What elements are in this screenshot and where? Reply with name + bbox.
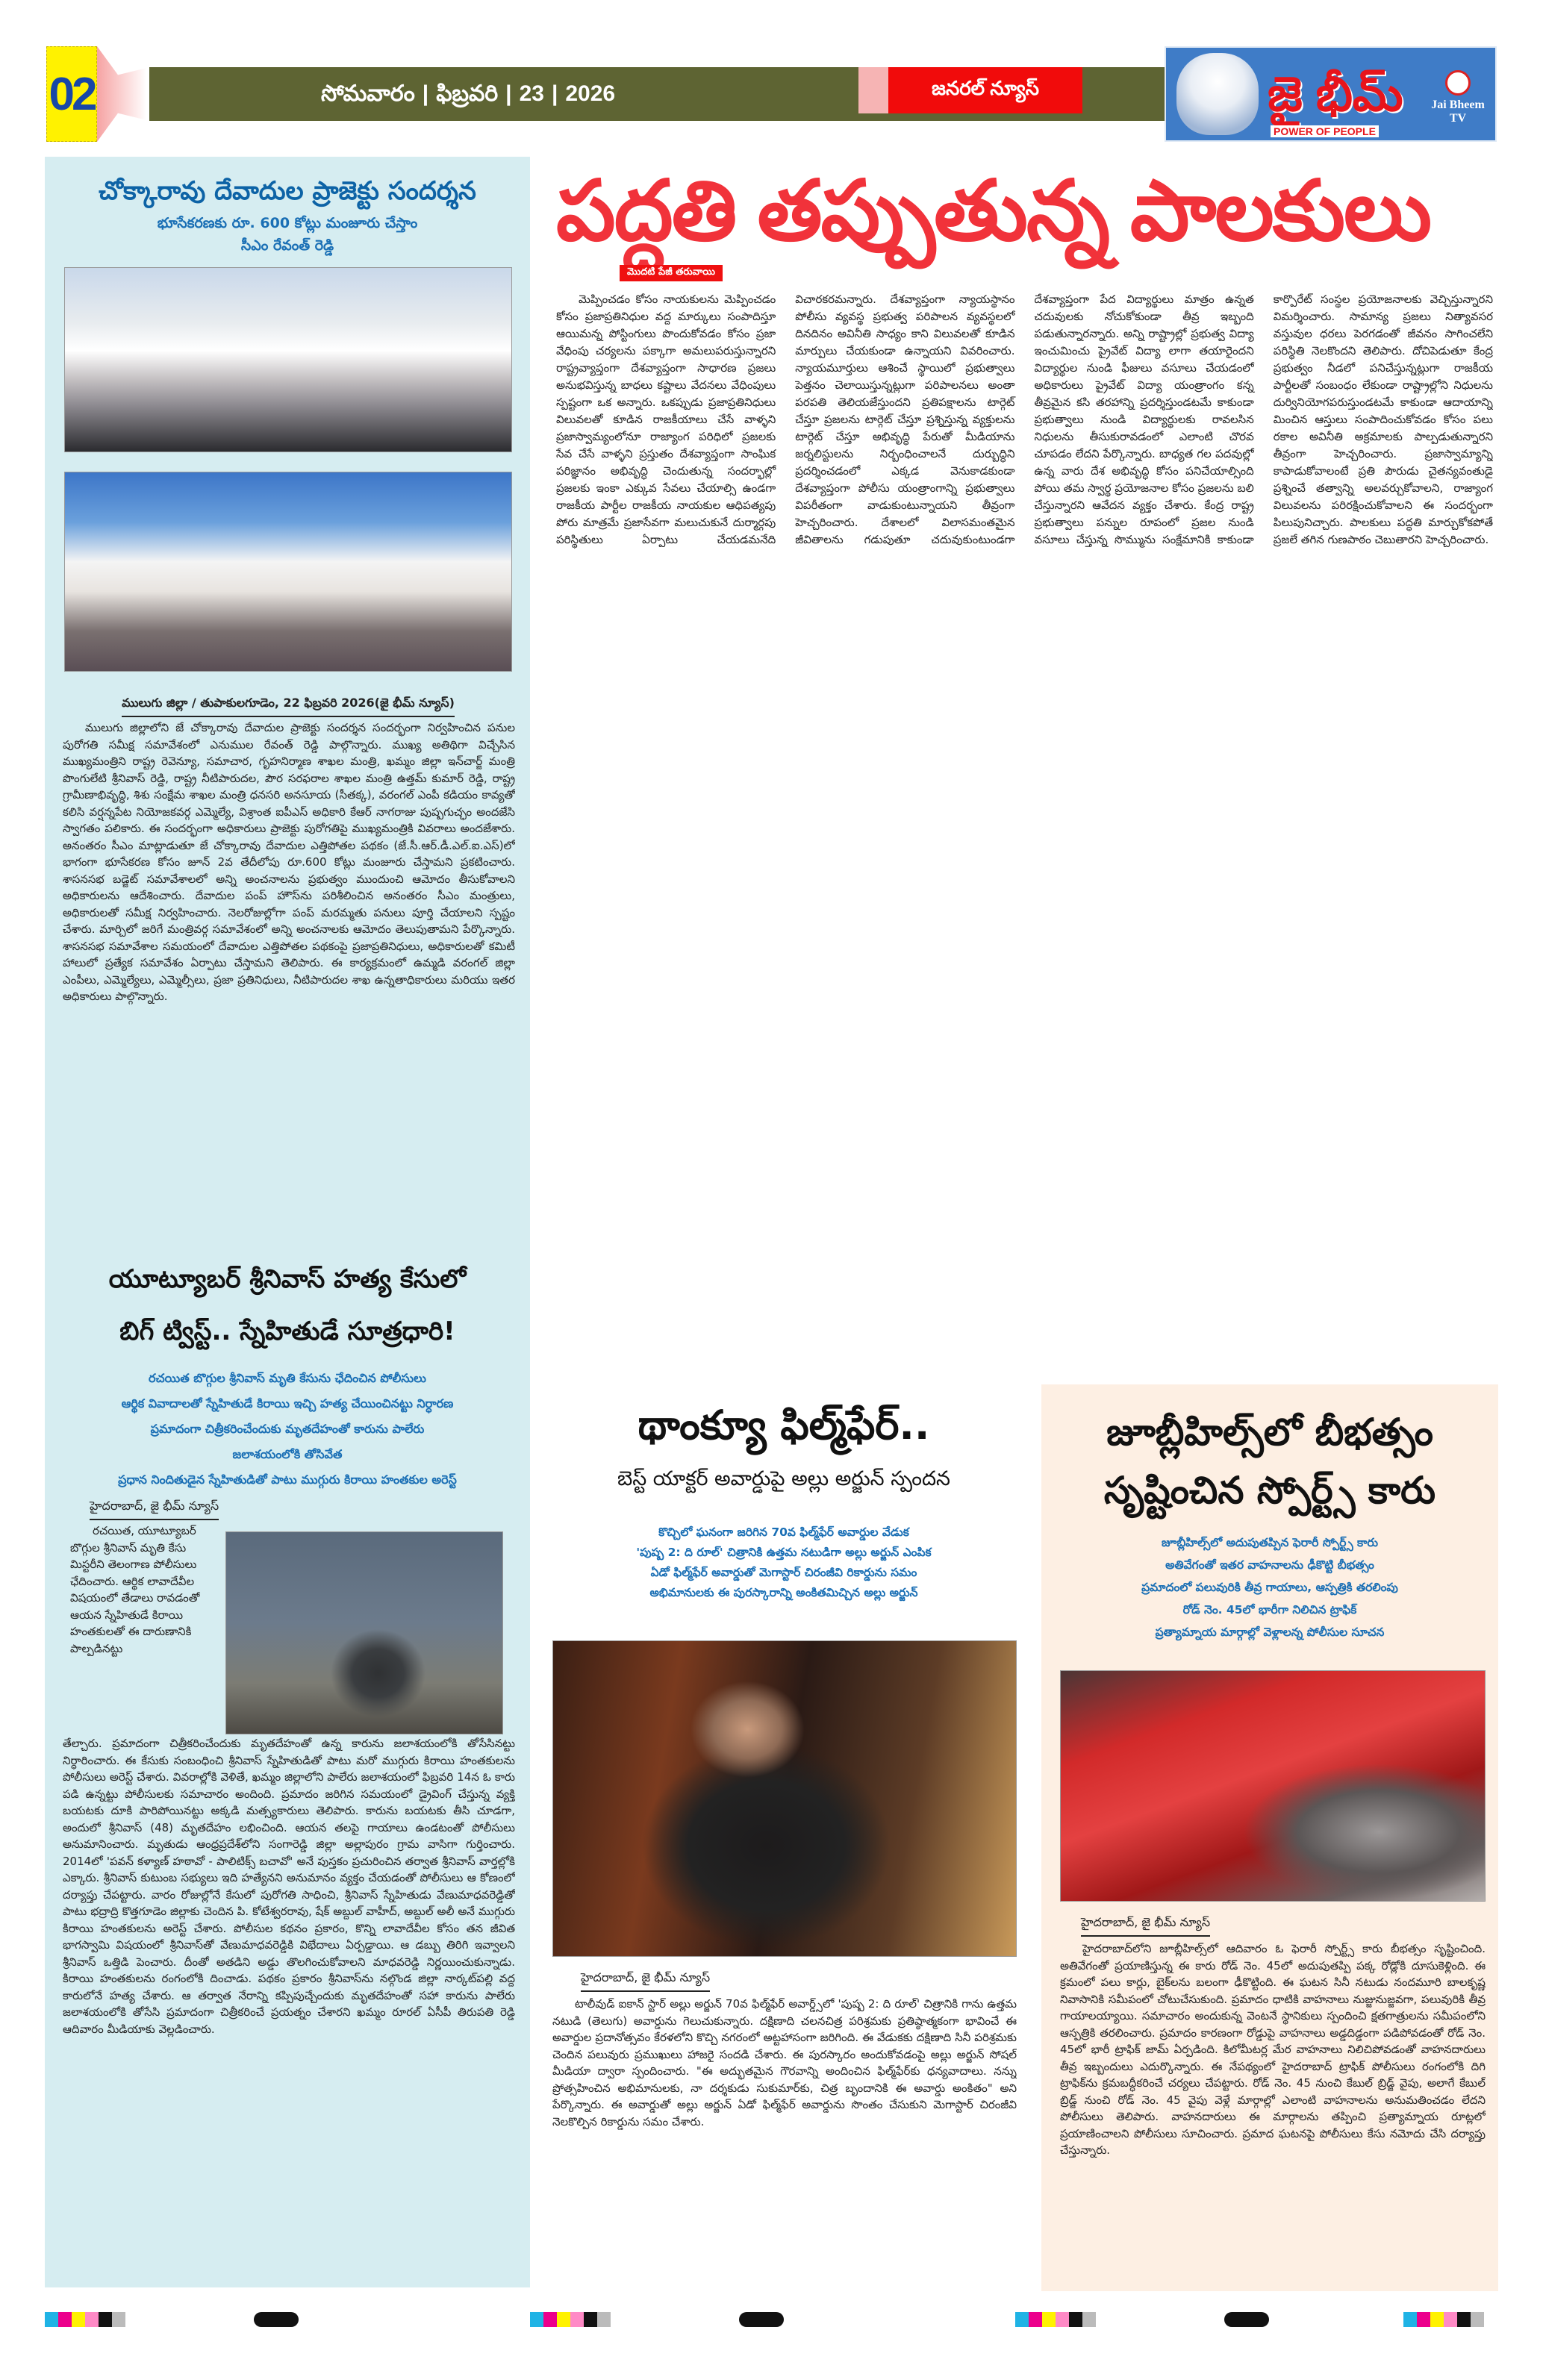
color-registration-mark: [530, 2312, 611, 2327]
story3-subhead-line: ఏడో ఫిల్మ్‌ఫేర్ అవార్డుతో మెగాస్టార్ చిరంజీవి రికార్డును సమం: [650, 1566, 917, 1579]
issue-date: సోమవారం | ఫిబ్రవరి | 23 | 2026: [321, 81, 616, 106]
story4-headline-line1: జూబ్లీహిల్స్‌లో బీభత్సం: [1106, 1411, 1433, 1454]
palair-reservoir-car-photo: [225, 1531, 503, 1734]
logo-tagline: POWER OF PEOPLE: [1271, 125, 1379, 137]
story3-body: [552, 1996, 1017, 2279]
color-registration-mark: [1015, 2312, 1096, 2327]
story1-subhead-2: సీఎం రేవంత్ రెడ్డి: [240, 237, 334, 254]
story2-subhead: ప్రమాదంగా చిత్రీకరించేందుకు మృతదేహంతో కారును పాలేరు: [150, 1422, 425, 1436]
story1-body-text: ములుగు జిల్లాలోని జే చోక్కారావు దేవాదుల ప్రాజెక్టు సందర్శన సందర్భంగా నిర్వహించిన పనుల పురోగతి సమీక్ష సమావేశంలో ఎనుముల రేవంత్ రెడ్డి పాల్గొన్నారు. ముఖ్య అతిథిగా విచ్చేసిన ముఖ్యమంత్రిని రాష్ట్ర రెవెన్యూ, సమాచార, గృహనిర్మాణ శాఖల మంత్రి, ఖమ్మం జిల్లా ఇన్‌చార్జ్ మంత్రి పొంగులేటి శ్రీనివాస్ రెడ్డి, రాష్ట్ర నీటిపారుదల, పౌర సరఫరాల శాఖల మంత్రి ఉత్తమ్ కుమార్ రెడ్డి, రాష్ట్ర గ్రామీణాభివృద్ధి, శిశు సంక్షేమ శాఖల మంత్రి ధనసరి అనసూయ (సీతక్క), వరంగల్ ఎంపీ కడియం కావ్యతో కలిసి వర్షన్నపేట నియోజకవర్గ ఎమ్మెల్యే, విశ్రాంత ఐపీఎస్ అధికారి కేఆర్ నాగరాజు పుష్పగుచ్ఛం అందజేసి స్వాగతం పలికారు. ఈ సందర్భంగా అధికారులు ప్రాజెక్టు పురోగతిపై ముఖ్యమంత్రికి వివరాలు అందజేశారు. అనంతరం సీఎం మాట్లాడుతూ జే చోక్కారావు దేవాదుల ఎత్తిపోతల పథకం (జే.సీ.ఆర్.డీ.ఎల్.ఐ.ఎస్)లో భాగంగా భూసేకరణ కోసం జూన్ 2వ తేదీలోపు రూ.600 కోట్లు మంజూరు చేస్తామని ప్రకటించారు. శాసనసభ బడ్జెట్ సమావేశాలలో అన్ని అంచనాలను ప్రభుత్వం ముందుంచి ఆమోదం తీసుకోవాలని అధికారులను ఆదేశించారు. దేవాదుల పంప్ హౌస్‌ను పరిశీలించిన అనంతరం సీఎం మంత్రులు, అధికారులతో సమీక్ష నిర్వహించారు. నెలరోజుల్లోగా పంప్ మరమ్మతు పనులు పూర్తి చేయాలని స్పష్టం చేశారు. మార్చిలో జరిగే మంత్రివర్గ సమావేశంలో అన్ని అంచనాలకు ఆమోదం తెలుపుతామని పేర్కొన్నారు. శాసనసభ సమావేశాల సమయంలో దేవాదుల ఎత్తిపోతల పథకంపై ప్రజాప్రతినిధులు, అధికారులతో కమిటీ హాలులో ప్రత్యేక సమావేశం ఏర్పాటు చేస్తామని తెలిపారు. ఈ కార్యక్రమంలో ఉమ్మడి వరంగల్ జిల్లా ఎంపీలు, ఎమ్మెల్యేలు, ఎమ్మెల్సీలు, ప్రజా ప్రతినిధులు, నీటిపారుదల శాఖ ఉన్నతాధికారులు మరియు ఇతర అధికారులు పాల్గొన్నారు.: [63, 721, 515, 1003]
story3-subhead-line: కొచ్చిలో ఘనంగా జరిగిన 70వ ఫిల్మ్‌ఫేర్ అవార్డుల వేడుక: [658, 1525, 909, 1539]
registration-pill-mark: [254, 2312, 299, 2327]
story4-subhead-line: రోడ్ నెం. 45లో భారీగా నిలిచిన ట్రాఫిక్: [1182, 1603, 1357, 1617]
continued-tag: మొదటి పేజీ తరువాయి: [620, 265, 723, 281]
story3-body-text: టాలీవుడ్ ఐకాన్ స్టార్ అల్లు అర్జున్ 70వ ఫిల్మ్‌ఫేర్ అవార్డ్స్‌లో 'పుష్ప 2: ది రూల్' చిత్రానికి గాను ఉత్తమ నటుడి (తెలుగు) అవార్డును గెలుచుకున్నారు. దక్షిణాది చలనచిత్ర పరిశ్రమకు ప్రతిష్ఠాత్మకంగా భావించే ఈ అవార్డుల ప్రదానోత్సవం కేరళలోని కొచ్చి నగరంలో అట్టహాసంగా జరిగింది. ఈ వేడుకకు దక్షిణాది సినీ పరిశ్రమకు చెందిన పలువురు ప్రముఖులు హాజరై సందడి చేశారు. ఈ పురస్కారం అందుకోవడంపై అల్లు అర్జున్ సోషల్ మీడియా ద్వారా స్పందించారు. "ఈ అద్భుతమైన గౌరవాన్ని అందించిన ఫిల్మ్‌ఫేర్‌కు ధన్యవాదాలు. నన్ను ప్రోత్సహించిన అభిమానులకు, నా దర్శకుడు సుకుమార్‌కు, చిత్ర బృందానికి ఈ అవార్డు అంకితం" అని పేర్కొన్నారు. ఈ అవార్డుతో అల్లు అర్జున్ ఏడో ఫిల్మ్‌ఫేర్ అవార్డును సొంతం చేసుకుని మెగాస్టార్ చిరంజీవి నెలకొల్పిన రికార్డును సమం చేశారు.: [552, 1997, 1017, 2128]
cm-welcome-photo: [64, 472, 512, 672]
ambedkar-portrait-icon: [1176, 53, 1259, 135]
story2-subhead: ప్రధాన నిందితుడైన స్నేహితుడితో పాటు ముగ్గురు కిరాయి హంతకుల అరెస్ట్: [118, 1472, 457, 1487]
story2-dateline: హైదరాబాద్, జై భీమ్ న్యూస్: [90, 1499, 219, 1520]
story3-subhead: బెస్ట్ యాక్టర్ అవార్డుపై అల్లు అర్జున్ స్పందన: [617, 1467, 951, 1490]
color-registration-mark: [45, 2312, 125, 2327]
story1-subhead: భూసేకరణకు రూ. 600 కోట్లు మంజూరు చేస్తాం: [157, 215, 418, 231]
story4-subheads: [1041, 1531, 1498, 1643]
logo-name: జై భీమ్: [1268, 67, 1403, 121]
story4-subhead-line: జూబ్లీహిల్స్‌లో అదుపుతప్పిన ఫెరారీ స్పోర్ట్స్ కారు: [1161, 1536, 1379, 1549]
story2-body-side: [70, 1522, 219, 1746]
header-ribbon-decoration: [97, 46, 149, 142]
story2-headline-line1: యూట్యూబర్ శ్రీనివాస్ హత్య కేసులో: [108, 1264, 467, 1294]
registration-pill-mark: [1224, 2312, 1269, 2327]
date-month: ఫిబ్రవరి: [436, 81, 499, 106]
story1-dateline-wrap: [94, 696, 482, 717]
registration-pill-mark: [739, 2312, 784, 2327]
story4-subhead-line: ప్రమాదంలో పలువురికి తీవ్ర గాయాలు, ఆస్పత్రికి తరలింపు: [1141, 1581, 1398, 1594]
story3-headline: థాంక్యూ ఫిల్మ్‌ఫేర్..: [638, 1402, 930, 1449]
story4-subhead-line: ప్రత్యామ్నాయ మార్గాల్లో వెళ్లాలన్న పోలీసుల సూచన: [1155, 1625, 1385, 1639]
tv-emblem-icon: [1445, 70, 1471, 96]
story3-subhead-line: 'పుష్ప 2: ది రూల్' చిత్రానికి ఉత్తమ నటుడిగా అల్లు అర్జున్ ఎంపిక: [636, 1546, 932, 1559]
story1-dateline: ములుగు జిల్లా / తుపాకులగూడెం, 22 ఫిబ్రవరి 2026(జై భీమ్ న్యూస్): [122, 696, 455, 717]
story3-subheads: [537, 1522, 1030, 1603]
tv-logo: [1428, 70, 1488, 125]
story2-body-side-text: రచయిత, యూట్యూబర్ బొగ్గుల శ్రీనివాస్ మృతి కేసు మిస్టరీని తెలంగాణ పోలీసులు ఛేదించారు. ఆర్థిక లావాదేవీల విషయంలో తేడాలు రావడంతో ఆయన స్నేహితుడే కిరాయి హంతకులతో ఈ దారుణానికి పాల్పడినట్టు: [70, 1524, 200, 1655]
main-headline: పద్ధతి తప్పుతున్న పాలకులు: [556, 164, 1431, 257]
story4-body-text: హైదరాబాద్‌లోని జూబ్లీహిల్స్‌లో ఆదివారం ఓ ఫెరారీ స్పోర్ట్స్ కారు బీభత్సం సృష్టించింది. అతివేగంతో ప్రయాణిస్తున్న ఈ కారు రోడ్ నెం. 45లో అదుపుతప్పి పక్క రోడ్లోకి దూసుకెళ్లింది. ఈ క్రమంలో పలు కార్లు, బైక్‌లను బలంగా ఢీకొట్టింది. ఈ ఘటన సినీ నటుడు నందమూరి బాలకృష్ణ నివాసానికి సమీపంలో చోటుచేసుకుంది. ప్రమాదం ధాటికి వాహనాలు నుజ్జునుజ్జవగా, పలువురికి తీవ్ర గాయాలయ్యాయి. సమాచారం అందుకున్న వెంటనే స్థానికులు స్పందించి క్షతగాత్రులను సమీపంలోని ఆస్పత్రికి తరలించారు. ప్రమాదం కారణంగా రోడ్డుపై వాహనాలు అడ్డదిడ్డంగా పడిపోవడంతో రోడ్ నెం. 45లో భారీ ట్రాఫిక్ జామ్ ఏర్పడింది. కిలోమీటర్ల మేర వాహనాలు నిలిచిపోవడంతో వాహనదారులు తీవ్ర ఇబ్బందులు ఎదుర్కొన్నారు. ఈ నేపథ్యంలో హైదరాబాద్ ట్రాఫిక్ పోలీసులు రంగంలోకి దిగి ట్రాఫిక్‌ను క్రమబద్ధీకరించే చర్యలు చేపట్టారు. రోడ్ నెం. 45 నుంచి కేబుల్ బ్రిడ్జ్ వైపు, అలాగే కేబుల్ బ్రిడ్జ్ నుంచి రోడ్ నెం. 45 వైపు వెళ్లే మార్గాల్లో ఎలాంటి వాహనాలను అనుమతించడం లేదని పోలీసులు తెలిపారు. వాహనదారులు ఈ మార్గాలను తప్పించి ప్రత్యామ్నాయ రూట్లలో ప్రయాణించాలని పోలీసులు సూచించారు. ప్రమాద ఘటనపై పోలీసులు కేసు నమోదు చేసి దర్యాప్తు చేస్తున్నారు.: [1060, 1942, 1486, 2157]
story2-body-text: తేల్చారు. ప్రమాదంగా చిత్రీకరించేందుకు మృతదేహంతో ఉన్న కారును జలాశయంలోకి తోసేసినట్టు నిర్ధారించారు. ఈ కేసుకు సంబంధించి శ్రీనివాస్ స్నేహితుడితో పాటు మరో ముగ్గురు కిరాయి హంతకులను పోలీసులు అరెస్ట్ చేశారు. వివరాల్లోకి వెళితే, ఖమ్మం జిల్లాలోని పాలేరు జలాశయంలో ఫిబ్రవరి 14న ఓ కారు పడి ఉన్నట్టు పోలీసులకు సమాచారం అందింది. ప్రమాదం జరిగిన సమయంలో డ్రైవింగ్ చేస్తున్న వ్యక్తి బయటకు దూకి పారిపోయినట్టు అక్కడి మత్స్యకారులు తెలిపారు. కారును బయటకు తీసి చూడగా, అందులో శ్రీనివాస్ (48) మృతదేహం లభించింది. ఆయన తలపై గాయాలు ఉండటంతో పోలీసులు అనుమానించారు. మృతుడు ఆంధ్రప్రదేశ్‌లోని సంగారెడ్డి జిల్లా అల్లాపురం గ్రామ వాసిగా గుర్తించారు. 2014లో 'పవన్ కళ్యాణ్ హఠావో - పాలిటిక్స్ బచావో' అనే పుస్తకం ప్రచురించిన తర్వాత శ్రీనివాస్ వార్తల్లోకి ఎక్కారు. శ్రీనివాస్ కుటుంబ సభ్యులు ఇది హత్యేనని అనుమానం వ్యక్తం చేయడంతో పోలీసులు ఆ కోణంలో దర్యాప్తు చేపట్టారు. వారం రోజుల్లోనే కేసులో పురోగతి సాధించి, శ్రీనివాస్ స్నేహితుడు వేణుమాధవరెడ్డితో పాటు భద్రాద్రి కొత్తగూడెం జిల్లాకు చెందిన పి. కోటేశ్వరరావు, షేక్ అబ్దుల్ వాహీద్, అబ్దుల్ అలీ అనే ముగ్గురు కిరాయి హంతకులను అరెస్ట్ చేశారు. పోలీసుల కథనం ప్రకారం, కొన్ని లావాదేవీల కోసం తన జీవిత భాగస్వామి విషయంలో శ్రీనివాస్‌తో వేణుమాధవరెడ్డికి విభేదాలు ఏర్పడ్డాయి. ఆ డబ్బు తిరిగి ఇవ్వాలని శ్రీనివాస్ ఒత్తిడి పెంచారు. దీంతో అతడిని అడ్డు తొలగించుకోవాలని మాధవరెడ్డి నిర్ణయించుకున్నాడు. కిరాయి హంతకులను రంగంలోకి దించాడు. పథకం ప్రకారం శ్రీనివాస్‌ను నల్గొండ జిల్లా నార్కట్‌పల్లి వద్ద కారులోనే హత్య చేశారు. ఆ తర్వాత నేరాన్ని కప్పిపుచ్చేందుకు మృతదేహంతో సహా కారును పాలేరు జలాశయంలోకి తోసేసి ప్రమాదంగా చిత్రీకరించే ప్రయత్నం చేశారని ఖమ్మం రూరల్ ఏసీపీ తిరుపతి రెడ్డి ఆదివారం మీడియాకు వెల్లడించారు.: [63, 1737, 515, 2036]
main-story-body: [556, 291, 1493, 1366]
story4-body: [1060, 1940, 1486, 2280]
story2-body: [63, 1735, 515, 2281]
main-story-text: మెప్పించడం కోసం నాయకులను మెప్పించడం కోసం ప్రజాప్రతినిధుల వద్ద మార్కులు సంపాదిస్తూ ఆయిమన్న పోస్టింగులు పొందుకోవడం కోసం ప్రజా వేధింపు చర్యలను పక్కాగా అమలుపరుస్తున్నారని రాష్ట్రవ్యాప్తంగా దేశవ్యాప్తంగా సాధారణ ప్రజలు అనుభవిస్తున్న బాధలు కష్టాలు వేదనలు వేధింపులు స్పష్టంగా ఒక అన్నారు. ఒకప్పుడు ప్రజాప్రతినిధులు విలువలతో కూడిన రాజకీయాలు చేసే వాళ్ళని ప్రజాస్వామ్యంలోనూ రాజ్యాంగ పరిధిలో ప్రజలకు సేవ చేసే వాళ్ళని ప్రస్తుతం దేశవ్యాప్తంగా సాంఘిక పరిజ్ఞానం అభివృద్ధి చెందుతున్న సందర్భాల్లో ప్రజలకు ఇంకా ఎక్కువ సేవలు చేయాల్సి ఉండగా రాజకీయ పార్టీల రాజకీయ నాయకుల ఆధిపత్యపు పోరు మాత్రమే ప్రజాసేవగా మలుచుకునే దుర్మార్గపు పరిస్థితులు ఏర్పాటు చేయడమనేది విచారకరమన్నారు. దేశవ్యాప్తంగా న్యాయస్థానం పోలీసు వ్యవస్థ ప్రభుత్వ పరిపాలన వ్యవస్థలలో దినదినం అవినీతి సాధ్యం కాని విలువలతో కూడిన మార్పులు చేయకుండా ఉన్నాయని వివరించారు. న్యాయమూర్తులు ఆశించే స్థాయిలో ప్రభుత్వాలు పెత్తనం చెలాయిస్తున్నట్లుగా పరిపాలనలు అంతా పరపతి తెలియజేస్తుందని ప్రతిపక్షాలను టార్గెట్ చేస్తూ ప్రజలను టార్గెట్ చేస్తూ ప్రశ్నిస్తున్న వ్యక్తులను టార్గెట్ చేస్తూ అభివృద్ధి పేరుతో మీడియాను జర్నలిస్టులను నిర్బంధించాలనే దుర్బుద్ధిని ప్రదర్శించడంలో ఎక్కడ వెనుకాడకుండా దేశవ్యాప్తంగా పోలీసు యంత్రాంగాన్ని ప్రభుత్వాలు విపరీతంగా వాడుకుంటున్నాయని తీవ్రంగా హెచ్చరించారు. దేశాలలో విలాసమంతమైన జీవితాలను గడుపుతూ చదువుకుంటుండగా దేశవ్యాప్తంగా పేద విద్యార్థులు మాత్రం ఉన్నత చదువులకు నోచుకోకుండా తీవ్ర ఇబ్బంది పడుతున్నారన్నారు. అన్ని రాష్ట్రాల్లో ప్రభుత్వ విద్యా ఇంచుమించు ప్రైవేట్ విద్యా లాగా తయారైందని విద్యార్థుల నుండి ఫీజులు వసూలు చేయడంలో అధికారులు ప్రైవేట్ విద్యా యంత్రాంగం కన్న తీవ్రమైన కసి తరహాన్ని ప్రదర్శిస్తుండటమే కాకుండా ప్రభుత్వాలు నుండి విద్యార్థులకు రావలసిన నిధులను తీసుకురావడంలో ఎలాంటి చొరవ చూపడం లేదని పేర్కొన్నారు. బాధ్యత గల పదవుల్లో ఉన్న వారు దేశ అభివృద్ధి కోసం పనిచేయాల్సింది పోయి తమ స్వార్థ ప్రయోజనాల కోసం ప్రజలను బలి చేస్తున్నారని ఆవేదన వ్యక్తం చేశారు. కేంద్ర రాష్ట్ర ప్రభుత్వాలు పన్నుల రూపంలో ప్రజల నుండి వసూలు చేస్తున్న సొమ్మును సంక్షేమానికి కాకుండా కార్పొరేట్ సంస్థల ప్రయోజనాలకు వెచ్చిస్తున్నారని విమర్శించారు. సామాన్య ప్రజలు నిత్యావసర వస్తువుల ధరలు పెరగడంతో జీవనం సాగించలేని పరిస్థితి నెలకొందని తెలిపారు. దోచిపెడుతూ కేంద్ర ప్రభుత్వం నీడలో పనిచేస్తున్నట్లుగా రాజకీయ పార్టీలతో సంబంధం లేకుండా రాష్ట్రాల్లోని నిధులను దుర్వినియోగపరుస్తుండటమే కాకుండా ఆదాయాన్ని మించిన ఆస్తులు సంపాదించుకోవడం కోసం పలు రకాల అవినీతి అక్రమాలకు పాల్పడుతున్నారని తీవ్రంగా హెచ్చరించారు. ప్రజాస్వామ్యాన్ని కాపాడుకోవాలంటే ప్రతి పౌరుడు చైతన్యవంతుడై ప్రశ్నించే తత్వాన్ని అలవర్చుకోవాలని, రాజ్యాంగ విలువలను పరిరక్షించుకోవాలని ఈ సందర్భంగా పిలుపునిచ్చారు. పాలకులు పద్ధతి మార్చుకోకపోతే ప్రజలే తగిన గుణపాఠం చెబుతారని హెచ్చరించారు.: [556, 293, 1493, 546]
cm-review-meeting-photo: [64, 267, 512, 452]
story2-subhead: ఆర్థిక వివాదాలతో స్నేహితుడే కిరాయి ఇచ్చి హత్య చేయించినట్టు నిర్ధారణ: [121, 1396, 454, 1411]
date-day: సోమవారం: [321, 81, 415, 106]
tv-logo-text: Jai Bheem TV: [1431, 99, 1485, 125]
masthead-logo: [1165, 46, 1497, 142]
story2-subheads: [45, 1366, 530, 1493]
story3-dateline-wrap: [581, 1970, 710, 1992]
page-number: 02: [46, 46, 97, 142]
color-registration-mark: [1403, 2312, 1484, 2327]
story4-dateline: హైదరాబాద్, జై భీమ్ న్యూస్: [1081, 1915, 1210, 1937]
story4-subhead-line: అతివేగంతో ఇతర వాహనాలను ఢీకొట్టి బీభత్సం: [1165, 1558, 1374, 1572]
section-label: జనరల్ న్యూస్: [888, 67, 1082, 113]
story1-body: [63, 719, 515, 1242]
story2-subhead: రచయిత బొగ్గుల శ్రీనివాస్ మృతి కేసును ఛేదించిన పోలీసులు: [149, 1371, 426, 1385]
date-year: 2026: [565, 81, 616, 106]
story2-subhead: జలాశయంలోకి తోసివేత: [232, 1447, 343, 1461]
story3-subhead-line: అభిమానులకు ఈ పురస్కారాన్ని అంకితమిచ్చిన అల్లు అర్జున్: [649, 1586, 918, 1599]
story2-headline-line2: బిగ్ ట్విస్ట్.. స్నేహితుడే సూత్రధారి!: [119, 1317, 455, 1346]
story4-headline-line2: సృష్టించిన స్పోర్ట్స్ కారు: [1103, 1469, 1436, 1512]
allu-arjun-award-photo: [552, 1640, 1017, 1957]
story2-dateline-wrap: [90, 1499, 219, 1520]
ferrari-crash-photo: [1060, 1670, 1486, 1902]
date-date: 23: [519, 81, 544, 106]
story3-dateline: హైదరాబాద్, జై భీమ్ న్యూస్: [581, 1970, 710, 1992]
story1-headline: చోక్కారావు దేవాదుల ప్రాజెక్టు సందర్శన: [99, 176, 476, 206]
story4-dateline-wrap: [1081, 1915, 1210, 1937]
